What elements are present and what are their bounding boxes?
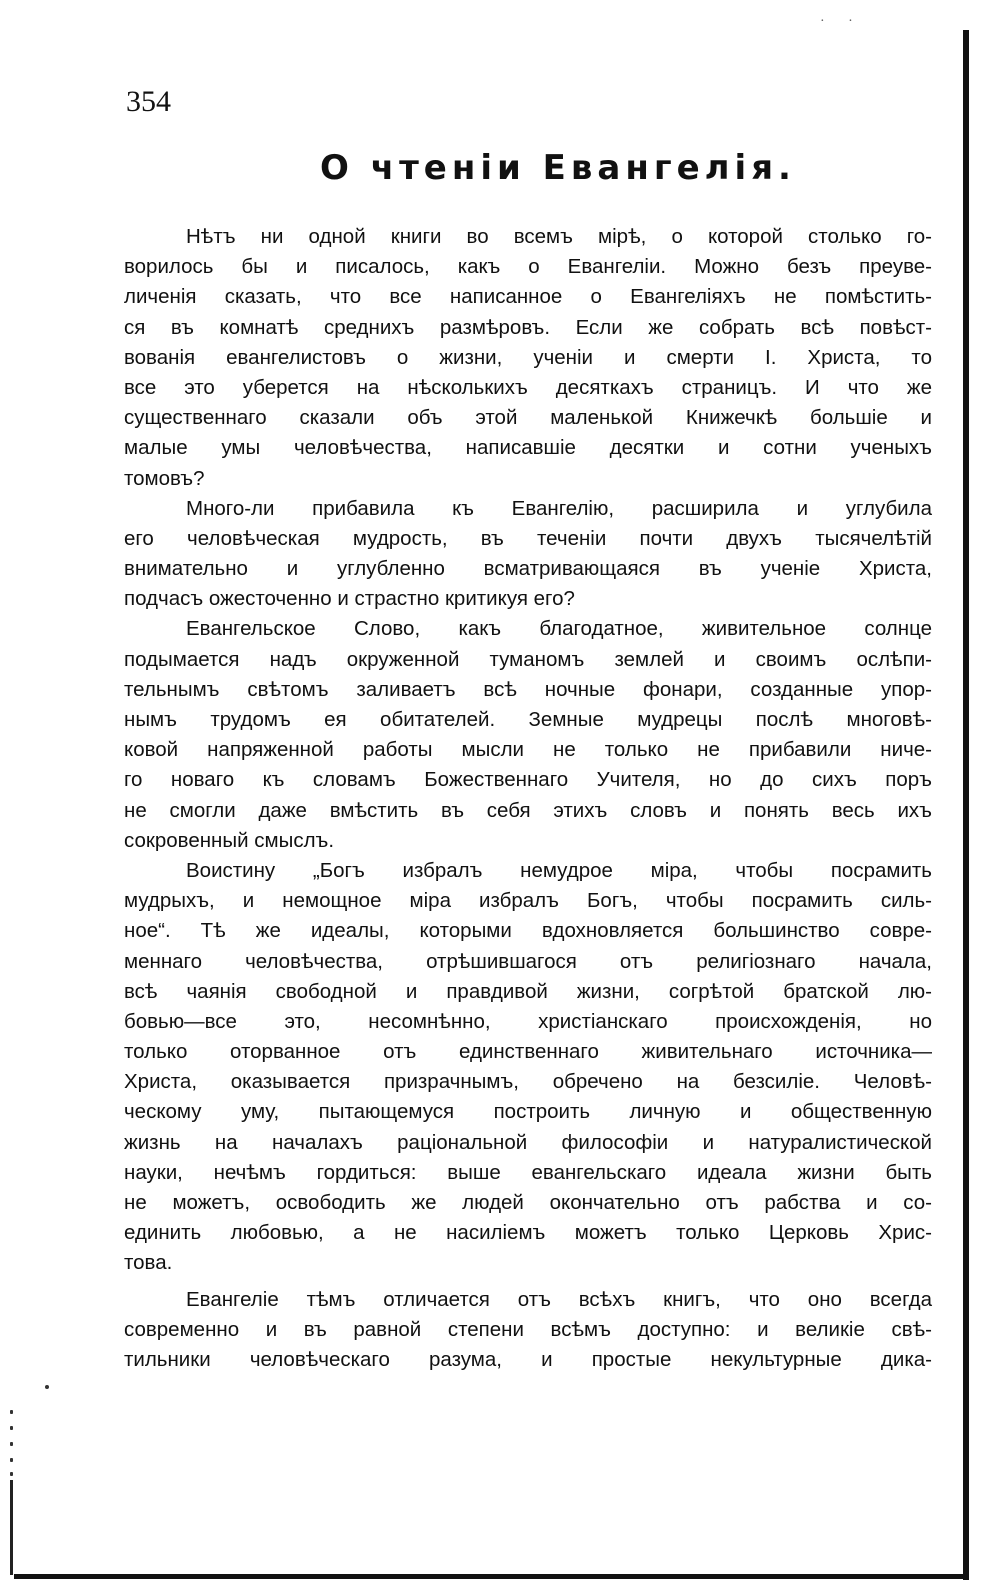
text-line: всѣ чаянiя свободной и правдивой жизни, согрѣтой братской лю- [124,979,932,1003]
page-title: О чтенiи Евангелiя. [320,148,796,188]
text-line: мудрыхъ, и немощное мiра избралъ Богъ, чтобы посрамить силь- [124,889,932,913]
text-line: Много-ли прибавила къ Евангелiю, расширила и углубила [186,496,932,520]
text-line: тельнымъ свѣтомъ заливаетъ всѣ ночные фонари, созданные упор- [124,677,932,701]
text-line: Нѣтъ ни одной книги во всемъ мiрѣ, о которой столько го- [186,225,932,248]
text-line: меннаго человѣчества, отрѣшившагося отъ религiознаго начала, [124,949,932,973]
text-line: това. [124,1251,173,1275]
text-line: внимательно и углубленно всматривающаяся въ ученiе Христа, [124,557,932,581]
text-line: его человѣческая мудрость, въ теченiи почти двухъ тысячелѣтiй [124,526,932,550]
text-line: все это уберется на нѣсколькихъ десяткахъ страницъ. И что же [124,375,932,399]
paragraph [124,222,932,494]
text-line: сокровенный смыслъ. [124,828,335,852]
text-line: нымъ трудомъ ея обитателей. Земные мудрецы послѣ многовѣ- [124,708,932,731]
paragraph [124,856,932,1279]
text-line: тильники человѣческаго разума, и простые некультурные дика- [124,1347,932,1371]
text-line: Христа, оказывается призрачнымъ, обречено на безсилiе. Человѣ- [124,1070,932,1094]
text-line: Воистину „Богъ избралъ немудрое мiра, чтобы посрамить [186,858,932,882]
text-line: бовью—все это, несомнѣнно, христiанскаго происхожденiя, но [124,1009,932,1033]
text-line: ческому уму, пытающемуся построить личную и общественную [124,1100,932,1124]
text-line: томовъ? [124,466,205,490]
page-edge-bottom [14,1574,969,1579]
text-line: ное“. Тѣ же идеалы, которыми вдохновляется большинство совре- [124,919,932,943]
text-line: не смогли даже вмѣстить въ себя этихъ словъ и понять весь ихъ [124,798,932,822]
text-line: Евангельское Слово, какъ благодатное, живительное солнце [186,617,932,641]
text-line: малые умы человѣчества, написавшiе десятки и сотни ученыхъ [124,436,932,460]
text-line: го новаго къ словамъ Божественнаго Учителя, но до сихъ поръ [124,768,932,792]
text-line: личенiя сказать, что все написанное о Евангелiяхъ не помѣстить- [124,285,932,309]
text-line: вованiя евангелистовъ о жизни, ученiи и смерти I. Христа, то [124,345,932,369]
scan-dots: · · [820,14,863,29]
text-line: ворилось бы и писалось, какъ о Евангелiи. Можно безъ преуве- [124,255,932,279]
text-line: только оторванное отъ единственнаго живительнаго источника— [124,1040,932,1064]
text-line: ковой напряженной работы мысли не только не прибавили ниче- [124,738,932,762]
article-body [124,222,932,1375]
scan-speck [45,1385,49,1389]
page-edge-right [963,30,969,1580]
paragraph [124,494,932,615]
text-line: жизнь на началахъ рацiональной философiи и натуралистической [124,1130,932,1154]
text-line: Евангелiе тѣмъ отличается отъ всѣхъ книгъ, что оно всегда [186,1287,932,1311]
text-line: существеннаго сказали объ этой маленькой Книжечкѣ большiе и [124,406,932,430]
text-line: ся въ комнатѣ среднихъ размѣровъ. Если же собрать всѣ повѣст- [124,315,932,339]
text-line: подымается надъ окруженной туманомъ землей и своимъ ослѣпи- [124,647,932,671]
page-number: 354 [126,85,171,118]
paragraph [124,614,932,856]
text-line: единить любовью, а не насилiемъ можетъ только Церковь Хрис- [124,1221,932,1245]
text-line: современно и въ равной степени всѣмъ доступно: и великiе свѣ- [124,1317,932,1341]
text-line: науки, нечѣмъ гордиться: выше евангельскаго идеала жизни быть [124,1160,932,1184]
paragraph [124,1285,932,1376]
text-line: не можетъ, освободить же людей окончательно отъ рабства и со- [124,1191,932,1214]
page-edge-left [10,1480,13,1575]
text-line: подчасъ ожесточенно и страстно критикуя его? [124,587,575,611]
binding-specks [10,1410,16,1480]
